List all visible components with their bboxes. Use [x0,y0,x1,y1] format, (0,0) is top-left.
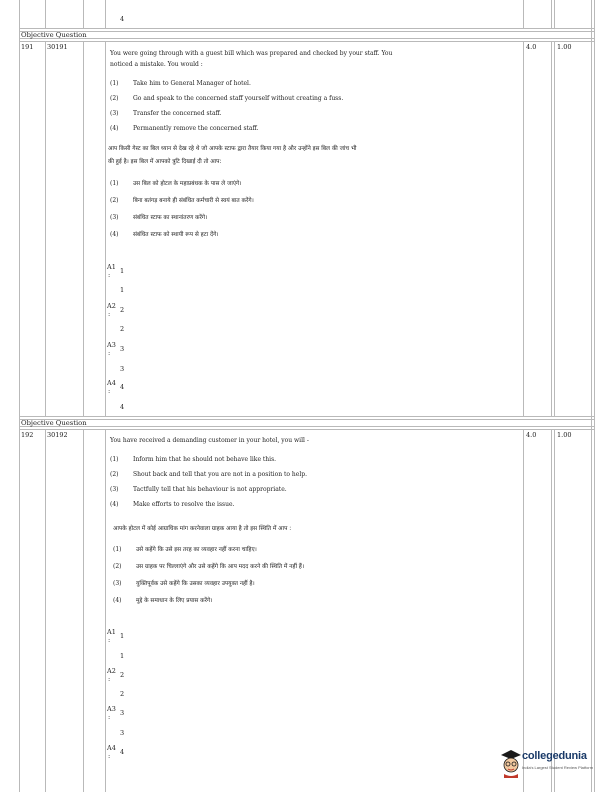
answer-value: 1 [120,632,125,640]
answer-label: A2 [107,302,116,310]
option-text: Permanently remove the concerned staff. [133,125,259,132]
answer-value-repeat: 4 [120,403,125,411]
question-text-hi: की हुई है। इस बिल में आपको त्रुटि दिखाई दी तो आप: [108,159,222,165]
row-divider [19,31,595,32]
answer-colon: : [108,675,111,683]
answer-value: 3 [120,345,125,353]
question-serial: 192 [21,431,34,439]
col-divider [551,41,552,416]
answer-label: A4 [107,744,116,752]
option-number: (3) [110,486,119,493]
brand-tagline: India's Largest Student Review Platform [522,765,594,770]
col-divider [554,41,555,416]
option-number: (1) [113,546,122,553]
option-number: (3) [110,110,119,117]
option-number: (2) [113,563,122,570]
question-serial: 191 [21,43,34,51]
option-number: (2) [110,95,119,102]
question-marks: 4.0 [526,43,537,51]
option-number: (1) [110,80,119,87]
graduate-mascot-icon [500,748,522,778]
col-divider [523,429,524,792]
answer-label: A2 [107,667,116,675]
section-label: Objective Question [21,419,87,427]
brand-name: collegedunia [522,750,587,762]
answer-label: A4 [107,379,116,387]
answer-label: A3 [107,341,116,349]
question-negative-marks: 1.00 [557,431,572,439]
option-text: Take him to General Manager of hotel. [133,80,251,87]
row-divider [19,416,595,417]
col-divider [45,41,46,416]
question-text-en: noticed a mistake. You would : [110,61,203,68]
col-divider [83,429,84,792]
answer-value-repeat: 3 [120,729,125,737]
option-text-hi: मुद्दे के समाधान के लिए प्रयास करेंगे। [136,598,213,604]
option-number: (2) [110,471,119,478]
question-text-hi: आपके होटल में कोई आग्राधिक मांग करनेवाला ग्राहक आया है तो इस स्थिति में आप : [113,526,292,532]
answer-value: 2 [120,306,125,314]
option-number: (1) [110,180,119,187]
table-border-right [594,0,595,792]
option-text-hi: उस बिल को होटल के महाप्रबंधक के पास ले जाएंगे। [133,181,242,187]
answer-colon: : [108,752,111,760]
answer-value: 4 [120,748,125,756]
option-text-hi: उस ग्राहक पर चिल्लाएंगे और उसे कहेंगे कि आप मदद करने की स्थिति में नहीं हैं। [136,564,305,570]
option-text: Inform him that he should not behave like this. [133,456,277,463]
col-divider [523,0,524,28]
option-number: (3) [113,580,122,587]
question-text-hi: आप किसी गेस्ट का बिल ध्यान से देख रहे थे जो आपके स्टाफ द्वारा तैयार किया गया है और उन्होंने इस बिल की जांच भी [108,146,357,152]
answer-colon: : [108,310,111,318]
answer-colon: : [108,349,111,357]
col-divider [83,0,84,28]
option-number: (4) [110,501,119,508]
col-divider [45,429,46,792]
option-text: Transfer the concerned staff. [133,110,222,117]
row-divider [19,28,595,29]
table-border-left [19,0,20,792]
col-divider [105,429,106,792]
row-divider [19,38,595,39]
answer-value: 2 [120,671,125,679]
table-border-right-inner [591,0,592,792]
option-number: (1) [110,456,119,463]
option-number: (3) [110,214,119,221]
option-text-hi: उसे कहेंगे कि उसे इस तरह का व्यवहार नहीं करना चाहिए। [136,547,257,553]
question-table [19,0,595,792]
answer-value: 1 [120,267,125,275]
answer-colon: : [108,271,111,279]
option-number: (4) [113,597,122,604]
col-divider [551,429,552,792]
option-value: 4 [120,15,125,23]
col-divider [45,0,46,28]
answer-value-repeat: 2 [120,690,125,698]
option-text-hi: संबंधित स्टाफ का स्थानांतरण करेंगे। [133,215,208,221]
row-divider [19,419,595,420]
question-id: 30191 [47,43,68,51]
answer-label: A1 [107,263,116,271]
col-divider [83,41,84,416]
question-id: 30192 [47,431,68,439]
col-divider [554,429,555,792]
option-number: (2) [110,197,119,204]
option-text-hi: युक्तिपूर्वक उसे कहेंगे कि उसका व्यवहार उपयुक्त नहीं है। [136,581,255,587]
col-divider [523,41,524,416]
option-text: Go and speak to the concerned staff yourself without creating a fuss. [133,95,344,102]
question-text-en: You have received a demanding customer in your hotel, you will - [110,437,309,444]
question-marks: 4.0 [526,431,537,439]
section-label: Objective Question [21,31,87,39]
answer-label: A3 [107,705,116,713]
answer-value-repeat: 3 [120,365,125,373]
answer-colon: : [108,636,111,644]
col-divider [105,41,106,416]
option-text: Tactfully tell that his behaviour is not appropriate. [133,486,287,493]
row-divider [19,426,595,427]
answer-value: 3 [120,709,125,717]
answer-value-repeat: 1 [120,652,125,660]
answer-colon: : [108,713,111,721]
collegedunia-logo [502,748,606,784]
option-number: (4) [110,125,119,132]
option-number: (4) [110,231,119,238]
answer-value: 4 [120,383,125,391]
option-text: Make efforts to resolve the issue. [133,501,235,508]
answer-label: A1 [107,628,116,636]
col-divider [551,0,552,28]
option-text-hi: बिना बतंगड़ बनाये ही संबंधित कर्मचारी से स्वयं बात करेंगे। [133,198,254,204]
question-text-en: You were going through with a guest bill which was prepared and checked by your staff. You [110,50,393,57]
option-text-hi: संबंधित स्टाफ को स्थायी रूप से हटा देंगे। [133,232,219,238]
answer-colon: : [108,387,111,395]
col-divider [554,0,555,28]
col-divider [105,0,106,28]
answer-value-repeat: 2 [120,325,125,333]
question-negative-marks: 1.00 [557,43,572,51]
answer-value-repeat: 1 [120,286,125,294]
option-text: Shout back and tell that you are not in a position to help. [133,471,307,478]
